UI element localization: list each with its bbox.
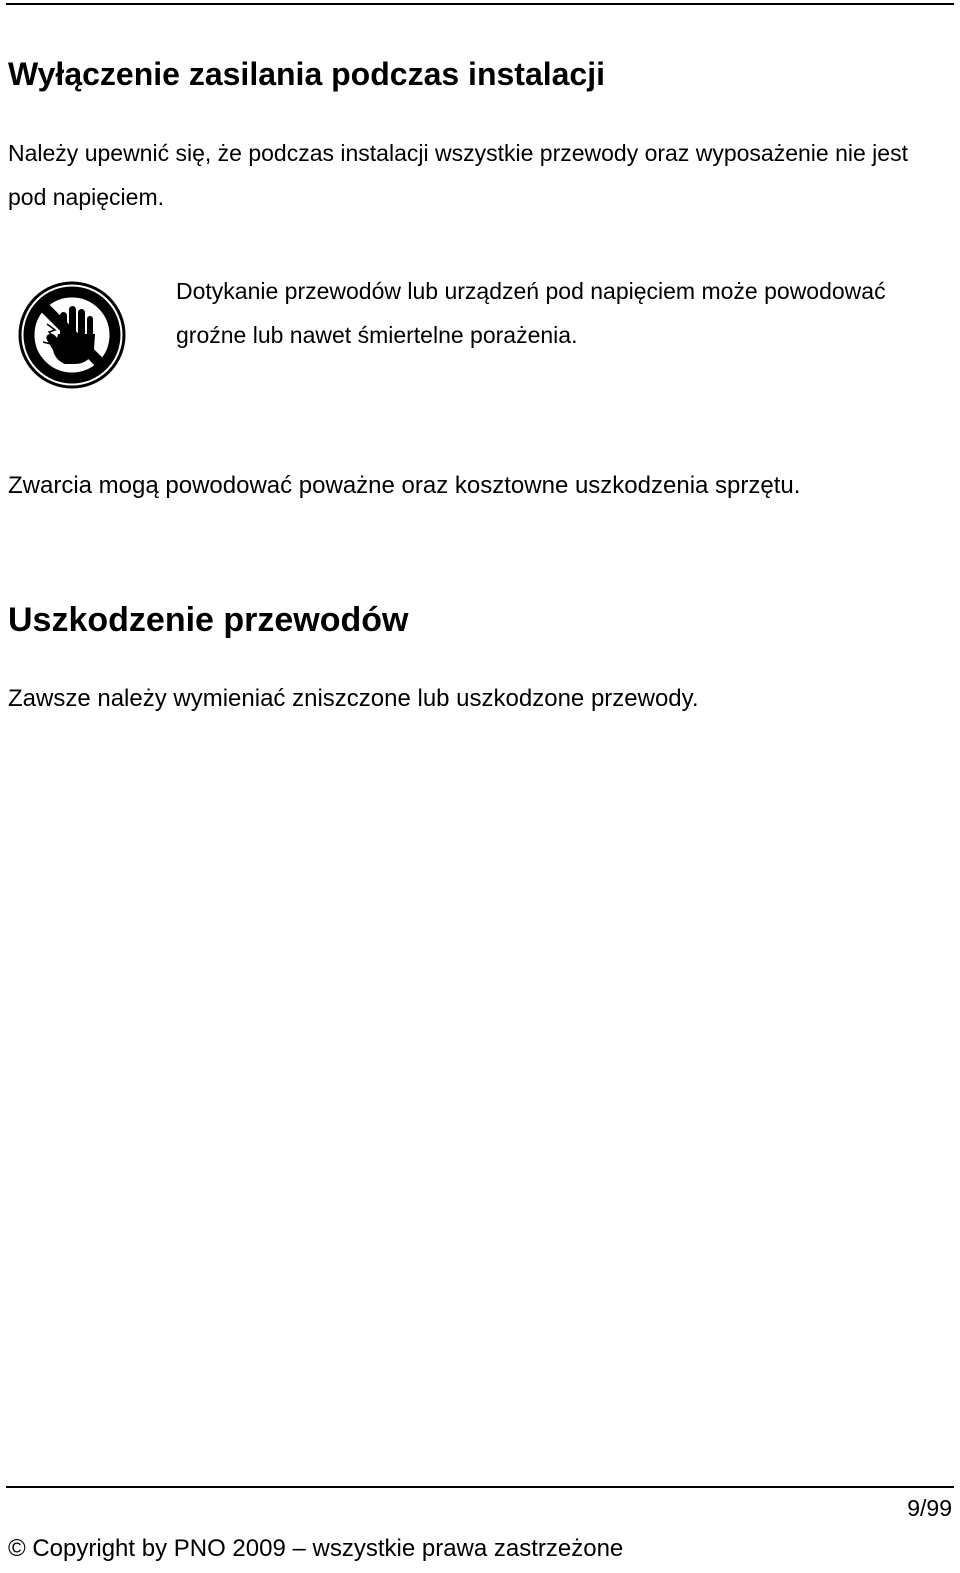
cable-replace-note: Zawsze należy wymieniać zniszczone lub uszkodzone przewody. <box>8 685 699 712</box>
top-rule <box>6 3 954 5</box>
warning-line-1: Dotykanie przewodów lub urządzeń pod napięciem może powodować <box>176 278 886 304</box>
copyright-footer: © Copyright by PNO 2009 – wszystkie prawa zastrzeżone <box>8 1535 624 1562</box>
no-touch-hand-icon <box>17 280 127 390</box>
warning-line-2: groźne lub nawet śmiertelne porażenia. <box>176 322 578 348</box>
section-heading-cable-damage: Uszkodzenie przewodów <box>8 601 409 639</box>
section-heading-power-off: Wyłączenie zasilania podczas instalacji <box>8 56 605 92</box>
warning-paragraph <box>176 269 886 357</box>
intro-line-2: pod napięciem. <box>8 184 164 210</box>
footer-rule <box>6 1486 954 1488</box>
short-circuit-note: Zwarcia mogą powodować poważne oraz kosztowne uszkodzenia sprzętu. <box>8 472 801 499</box>
intro-line-1: Należy upewnić się, że podczas instalacji wszystkie przewody oraz wyposażenie nie jest <box>8 140 908 166</box>
page-number: 9/99 <box>907 1495 952 1521</box>
intro-paragraph <box>8 131 908 219</box>
